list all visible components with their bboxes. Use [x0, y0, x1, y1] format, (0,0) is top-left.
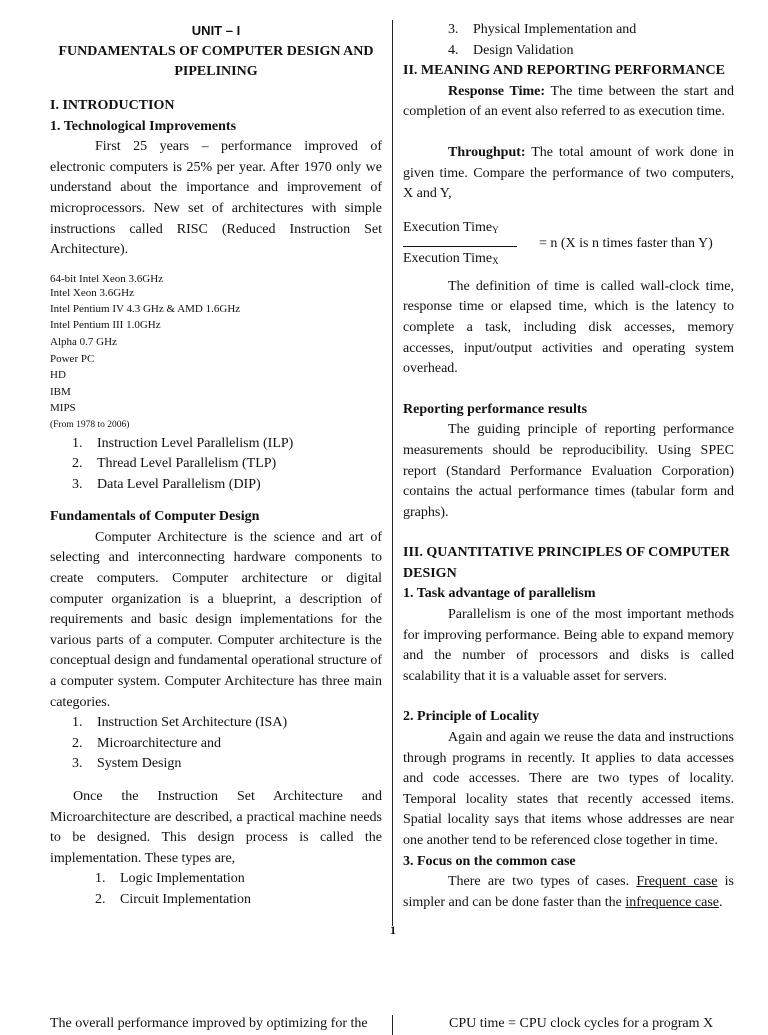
list-item: 1. Instruction Set Architecture (ISA): [72, 715, 288, 731]
wall-clock-paragraph: The definition of time is called wall-clock time, response time or elapsed time, which is the latency to complete a task, including disk accesses, memory accesses, input/output activities and operating system overhead.: [403, 278, 734, 377]
quantitative-principles-heading: III. QUANTITATIVE PRINCIPLES OF COMPUTER DESIGN: [403, 545, 730, 581]
figure-label: Intel Xeon 3.6GHz: [50, 286, 135, 299]
parallelism-paragraph: Parallelism is one of the most important methods for improving performance. Being able to expand memory and the number of processors and disks is called scalability that it is a valuable asset for servers.: [403, 607, 734, 684]
formula-denominator: Execution Time$_X$: [403, 250, 499, 266]
locality-paragraph: Again and again we reuse the data and instructions through programs in recently. It applies to data accesses and code accesses. There are two types of locality. Temporal locality states that recently accessed items. Spatial locality says that items whose addresses are near one another tend to be referenced close together in time.: [403, 730, 734, 848]
list-item: 2. Thread Level Parallelism (TLP): [72, 456, 277, 472]
list-item: 2. Microarchitecture and: [72, 735, 221, 751]
list-item: 1. Instruction Level Parallelism (ILP): [72, 435, 294, 451]
list-item: 3. Physical Implementation and: [448, 22, 637, 37]
fundamentals-paragraph: Computer Architecture is the science and art of selecting and interconnecting hardware components to create computers. Computer architecture or digital computer organization is a blueprint, a description of requirements and basic design implementations for the various parts of a computer. Computer architecture is the conceptual design and fundamental operational structure of a computer system. Computer Architecture has three main categories.: [50, 529, 382, 710]
column-divider: [392, 20, 393, 926]
implementation-list-continued: [448, 20, 734, 61]
parallelism-list: [72, 434, 382, 496]
left-column: [50, 20, 382, 911]
figure-label: Intel Pentium IV 4.3 GHz & AMD 1.6GHz: [50, 302, 241, 315]
parallelism-heading: 1. Task advantage of parallelism: [403, 586, 596, 602]
fraction-line: [403, 246, 517, 247]
common-case-heading: 3. Focus on the common case: [403, 853, 576, 869]
figure-label: 64-bit Intel Xeon 3.6GHz: [50, 272, 164, 285]
performance-ratio-formula: [403, 218, 734, 270]
locality-heading: 2. Principle of Locality: [403, 709, 540, 725]
throughput-paragraph: Throughput: The total amount of work done in given time. Compare the performance of two computers, X and Y,: [403, 144, 734, 202]
column-divider-next-page: [392, 1015, 393, 1035]
formula-result: = n (X is n times faster than Y): [539, 235, 713, 251]
tech-improvements-paragraph: First 25 years – performance improved of electronic computers is 25% per year. After 1970 only we understand about the importance and improvement of microprocessors. New set of architectures with simple instructions called RISC (Reduced Instruction Set Architecture).: [50, 139, 382, 258]
reporting-results-paragraph: The guiding principle of reporting performance measurements should be reproducibility. Using SPEC report (Standard Performance Evaluation Corporation) contains the actual performance times (tabular form and graphs).: [403, 422, 734, 520]
categories-list: [72, 713, 382, 775]
common-case-paragraph: There are two types of cases. Frequent case is simpler and can be done faster than the infrequence case.: [403, 874, 735, 910]
list-item: 4. Design Validation: [448, 42, 574, 58]
chapter-title-line-1: FUNDAMENTALS OF COMPUTER DESIGN AND: [58, 44, 374, 59]
meaning-performance-heading: II. MEANING AND REPORTING PERFORMANCE: [403, 63, 725, 79]
next-page-left-partial: The overall performance improved by optimizing for the: [50, 1016, 368, 1031]
page-number: 1: [390, 923, 396, 937]
list-item: 3. System Design: [72, 756, 182, 772]
tech-improvements-heading: 1. Technological Improvements: [50, 118, 237, 134]
implementation-list: [95, 869, 382, 910]
introduction-heading: I. INTRODUCTION: [50, 98, 175, 113]
implementation-paragraph: Once the Instruction Set Architecture and Microarchitecture are described, a practical machine needs to be designed. This design process is called the implementation. These types are,: [50, 789, 382, 866]
figure-label: Alpha 0.7 GHz: [50, 335, 117, 348]
infrequence-case-term: infrequence case: [625, 894, 720, 910]
figure-label: MIPS: [50, 402, 76, 415]
frequent-case-term: Frequent case: [636, 874, 718, 890]
list-item: 3. Data Level Parallelism (DIP): [72, 476, 261, 492]
fundamentals-heading: Fundamentals of Computer Design: [50, 509, 260, 525]
throughput-label: Throughput:: [448, 144, 526, 160]
list-item: 1. Logic Implementation: [95, 871, 245, 887]
figure-label: IBM: [50, 385, 71, 398]
right-column: [403, 20, 734, 913]
formula-numerator: Execution Time$_Y$: [403, 219, 499, 235]
response-time-label: Response Time:: [448, 83, 546, 99]
figure-label: Intel Pentium III 1.0GHz: [50, 319, 161, 332]
figure-label: (From 1978 to 2006): [50, 419, 130, 430]
unit-heading: UNIT – I: [191, 23, 241, 38]
next-page-right-partial: CPU time = CPU clock cycles for a program X: [449, 1016, 714, 1031]
processor-figure-labels: [50, 273, 382, 434]
figure-label: Power PC: [50, 352, 95, 365]
response-time-paragraph: Response Time: The time between the start and completion of an event also referred to as execution time.: [403, 83, 734, 120]
figure-label: HD: [50, 369, 66, 382]
reporting-results-heading: Reporting performance results: [403, 401, 588, 417]
list-item: 2. Circuit Implementation: [95, 891, 252, 907]
chapter-title-line-2: PIPELINING: [174, 64, 258, 79]
